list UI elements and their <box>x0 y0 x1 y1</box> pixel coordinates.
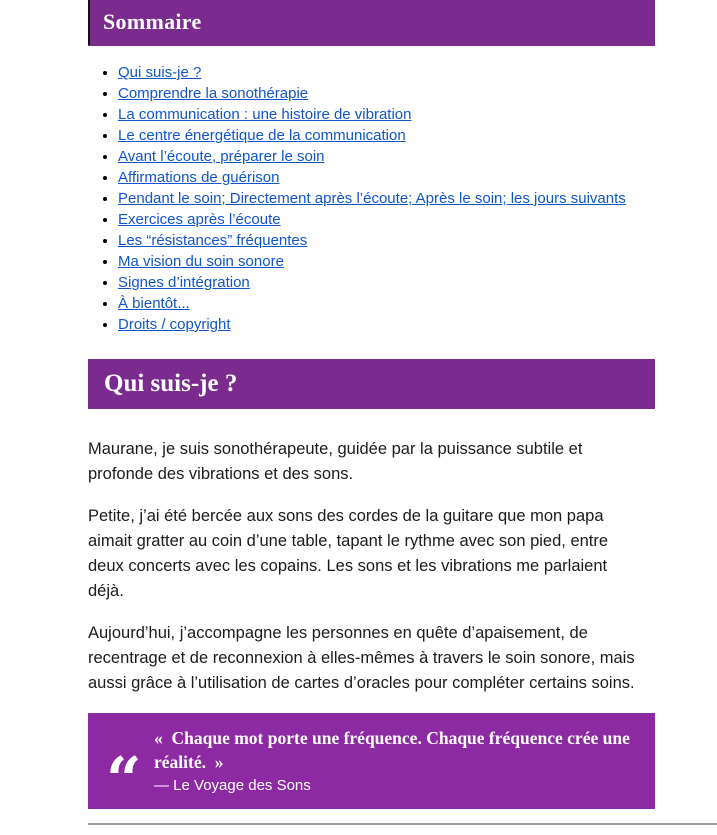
toc-link-centre-energetique[interactable]: Le centre énergétique de la communication <box>118 127 406 144</box>
toc-item <box>118 293 655 314</box>
toc-item <box>118 146 655 167</box>
toc-link-droits-copyright[interactable]: Droits / copyright <box>118 316 231 333</box>
paragraph-intro: Maurane, je suis sonothérapeute, guidée par la puissance subtile et profonde des vibrations et des sons. <box>88 440 583 483</box>
toc-item <box>118 230 655 251</box>
paragraph-today: Aujourd’hui, j’accompagne les personnes en quête d’apaisement, de recentrage et de reconnexion à elles-mêmes à travers le soin sonore, mais aussi grâce à l’utilisation de cartes d’oracles pour compléter certains soins. <box>88 624 635 692</box>
toc-item <box>118 314 655 335</box>
toc-link-a-bientot[interactable]: À bientôt... <box>118 295 190 312</box>
toc-item <box>118 125 655 146</box>
sommaire-header <box>88 0 655 46</box>
toc-link-ma-vision-du-soin-sonore[interactable]: Ma vision du soin sonore <box>118 253 284 270</box>
toc-link-signes-d-integration[interactable]: Signes d’intégration <box>118 274 250 291</box>
quote-icon: “ <box>106 743 142 816</box>
toc-link-affirmations-de-guerison[interactable]: Affirmations de guérison <box>118 169 280 186</box>
quote-attribution: — Le Voyage des Sons <box>154 777 311 794</box>
quote-body <box>88 713 655 796</box>
toc-item <box>118 62 655 83</box>
toc-item <box>118 83 655 104</box>
toc-link-exercices-apres-l-ecoute[interactable]: Exercices après l’écoute <box>118 211 281 228</box>
toc-item <box>118 272 655 293</box>
page-content <box>88 0 655 825</box>
toc-link-resistances-frequentes[interactable]: Les “résistances” fréquentes <box>118 232 308 249</box>
paragraph-childhood: Petite, j’ai été bercée aux sons des cordes de la guitare que mon papa aimait gratter au coin d’une table, tapant le rythme avec son pied, entre deux concerts avec les copains. Les sons et les vibrations me parlaient déjà. <box>88 507 609 600</box>
toc-list <box>88 62 655 335</box>
quote-text: « Chaque mot porte une fréquence. Chaque fréquence crée une réalité. » <box>154 728 635 772</box>
toc-link-pendant-le-soin[interactable]: Pendant le soin; Directement après l’écoute; Après le soin; les jours suivants <box>118 190 626 207</box>
toc-link-qui-suis-je[interactable]: Qui suis-je ? <box>118 64 202 81</box>
toc-item <box>118 188 655 209</box>
toc-item <box>118 209 655 230</box>
divider <box>88 823 717 825</box>
toc-item <box>118 167 655 188</box>
toc-link-avant-l-ecoute[interactable]: Avant l’écoute, préparer le soin <box>118 148 325 165</box>
toc-item <box>118 104 655 125</box>
section-header <box>88 359 655 409</box>
border-artifact-line <box>88 0 90 45</box>
toc-item <box>118 251 655 272</box>
toc-link-la-communication[interactable]: La communication : une histoire de vibration <box>118 106 412 123</box>
toc-link-comprendre-la-sonotherapie[interactable]: Comprendre la sonothérapie <box>118 85 309 102</box>
quote-block <box>88 713 655 816</box>
section-title: Qui suis-je ? <box>104 370 238 397</box>
sommaire-title: Sommaire <box>103 9 202 34</box>
